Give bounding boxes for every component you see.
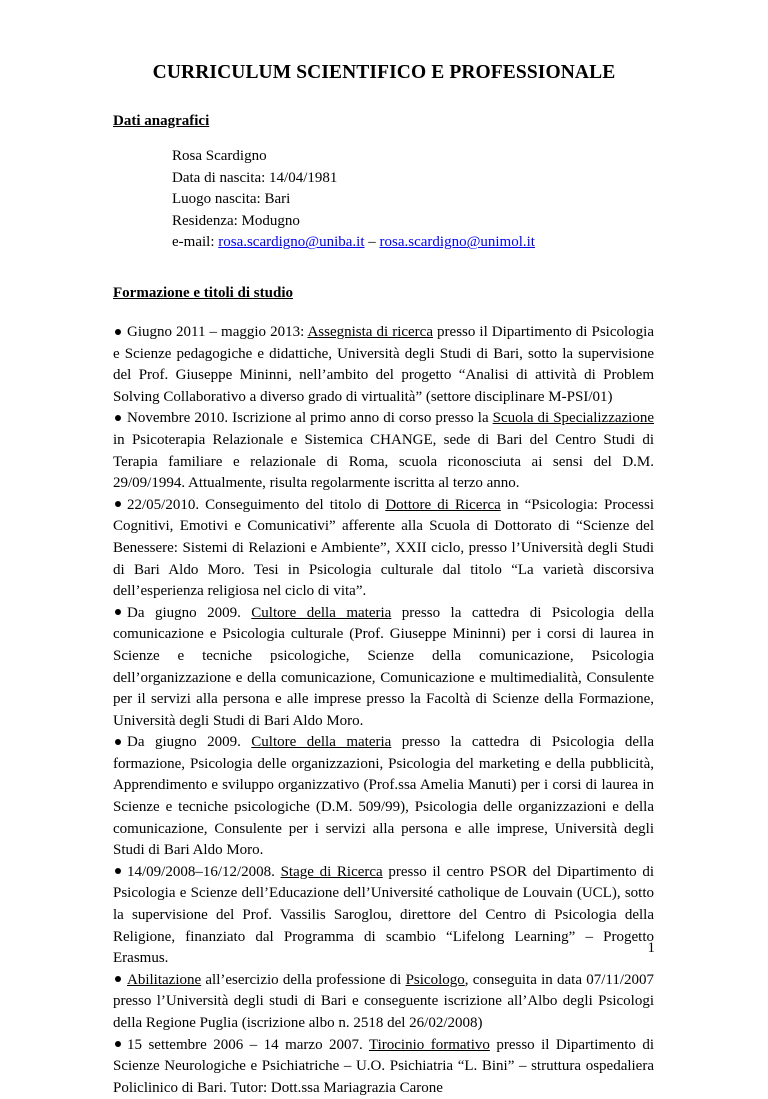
document-title: CURRICULUM SCIENTIFICO E PROFESSIONALE [152,62,616,83]
birth-place-line: Luogo nascita: Bari [172,191,291,208]
bullet-icon [115,501,121,507]
email-separator: – [364,234,380,251]
personal-info-block [172,146,535,254]
list-item: Da giugno 2009. Cultore della materia presso la cattedra di Psicologia della comunicazione e Psicologia culturale (Prof. Giuseppe Mininni) per i corsi di laurea in Scienze e tecniche psicologiche, Scienze della comunicazione, Psicologia dell’organizzazione e della comunicazione, Comunicazione e multimedialità, Consulente per il servizi alla persona e alle imprese presso la Facoltà di Scienze della Formazione, Università degli Studi di Bari Aldo Moro. [113,604,654,729]
bullet-icon [115,415,121,421]
bullet-icon [115,868,121,874]
email-label: e-mail: [172,234,219,251]
residence-line: Residenza: Modugno [172,212,300,229]
bullet-icon [115,609,121,615]
list-item: Novembre 2010. Iscrizione al primo anno di corso presso la Scuola di Specializzazione in Psicoterapia Relazionale e Sistemica CHANGE, sede di Bari del Centro Studi di Terapia familiare e relazionale di Roma, scuola riconosciuta ai sensi del D.M. 29/09/1994. Attualmente, risulta regolarmente iscritta al terzo anno. [113,410,654,492]
section-heading-formazione: Formazione e titoli di studio [113,285,293,301]
list-item: 14/09/2008–16/12/2008. Stage di Ricerca presso il centro PSOR del Dipartimento di Psicologia e Scienze dell’Educazione dell’Université catholique de Louvain (UCL), sotto la supervisione del Prof. Vassilis Saroglou, direttore del Centro di Psicologia della Religione, finanziato dal Programma di scambio “Lifelong Learning” – Progetto Erasmus. [113,863,655,967]
email-link-unimol[interactable]: rosa.scardigno@unimol.it [379,234,535,251]
birth-date-line: Data di nascita: 14/04/1981 [172,169,338,186]
email-line [172,232,535,254]
name-line: Rosa Scardigno [172,148,267,164]
list-item: 22/05/2010. Conseguimento del titolo di Dottore di Ricerca in “Psicologia: Processi Cognitivi, Emotivi e Comunicativi” afferente alla Scuola di Dottorato di “Scienze del Benessere: Sistemi di Relazioni e Ambiente”, XXII ciclo, presso l’Università degli Studi di Bari Aldo Moro. Tesi in Psicologia culturale dal titolo “La varietà discorsiva dell’esperienza religiosa nel ciclo di vita”. [113,496,654,600]
section-heading-anagrafici: Dati anagrafici [113,113,210,129]
list-item: Abilitazione all’esercizio della professione di Psicologo, conseguita in data 07/11/2007 presso l’Università degli studi di Bari e conseguente iscrizione all’Albo degli Psicologi della Regione Puglia (iscrizione albo n. 2518 del 26/02/2008) [113,971,654,1031]
bullet-icon [115,1041,121,1047]
list-item: Giugno 2011 – maggio 2013: Assegnista di ricerca presso il Dipartimento di Psicologia e Scienze pedagogiche e didattiche, Università degli Studi di Bari, sotto la supervisione del Prof. Giuseppe Mininni, nell’ambito del progetto “Analisi di attività di Problem Solving Collaborativo a diverso grado di virtualità” (settore disciplinare M-PSI/01) [113,324,654,405]
bullet-icon [115,739,121,745]
list-item: Da giugno 2009. Cultore della materia presso la cattedra di Psicologia della formazione, Psicologia delle organizzazioni, Psicologia del marketing e della pubblicità, Apprendimento e sviluppo organizzativo (Prof.ssa Amelia Manuti) per i corsi di laurea in Scienze e tecniche psicologiche (D.M. 509/99), Psicologia delle organizzazioni e della comunicazione, Consulente per i servizi alla persona e alle imprese, Università degli Studi di Bari Aldo Moro. [113,734,654,859]
email-link-uniba[interactable]: rosa.scardigno@uniba.it [218,234,365,251]
page-number: 1 [647,940,655,956]
education-list [113,322,654,1099]
bullet-icon [115,329,121,335]
bullet-icon [115,976,121,982]
list-item: 15 settembre 2006 – 14 marzo 2007. Tirocinio formativo presso il Dipartimento di Scienze Neurologiche e Psichiatriche – U.O. Psichiatria “L. Bini” – struttura ospedaliera Policlinico di Bari. Tutor: Dott.ssa Mariagrazia Carone [113,1036,655,1096]
